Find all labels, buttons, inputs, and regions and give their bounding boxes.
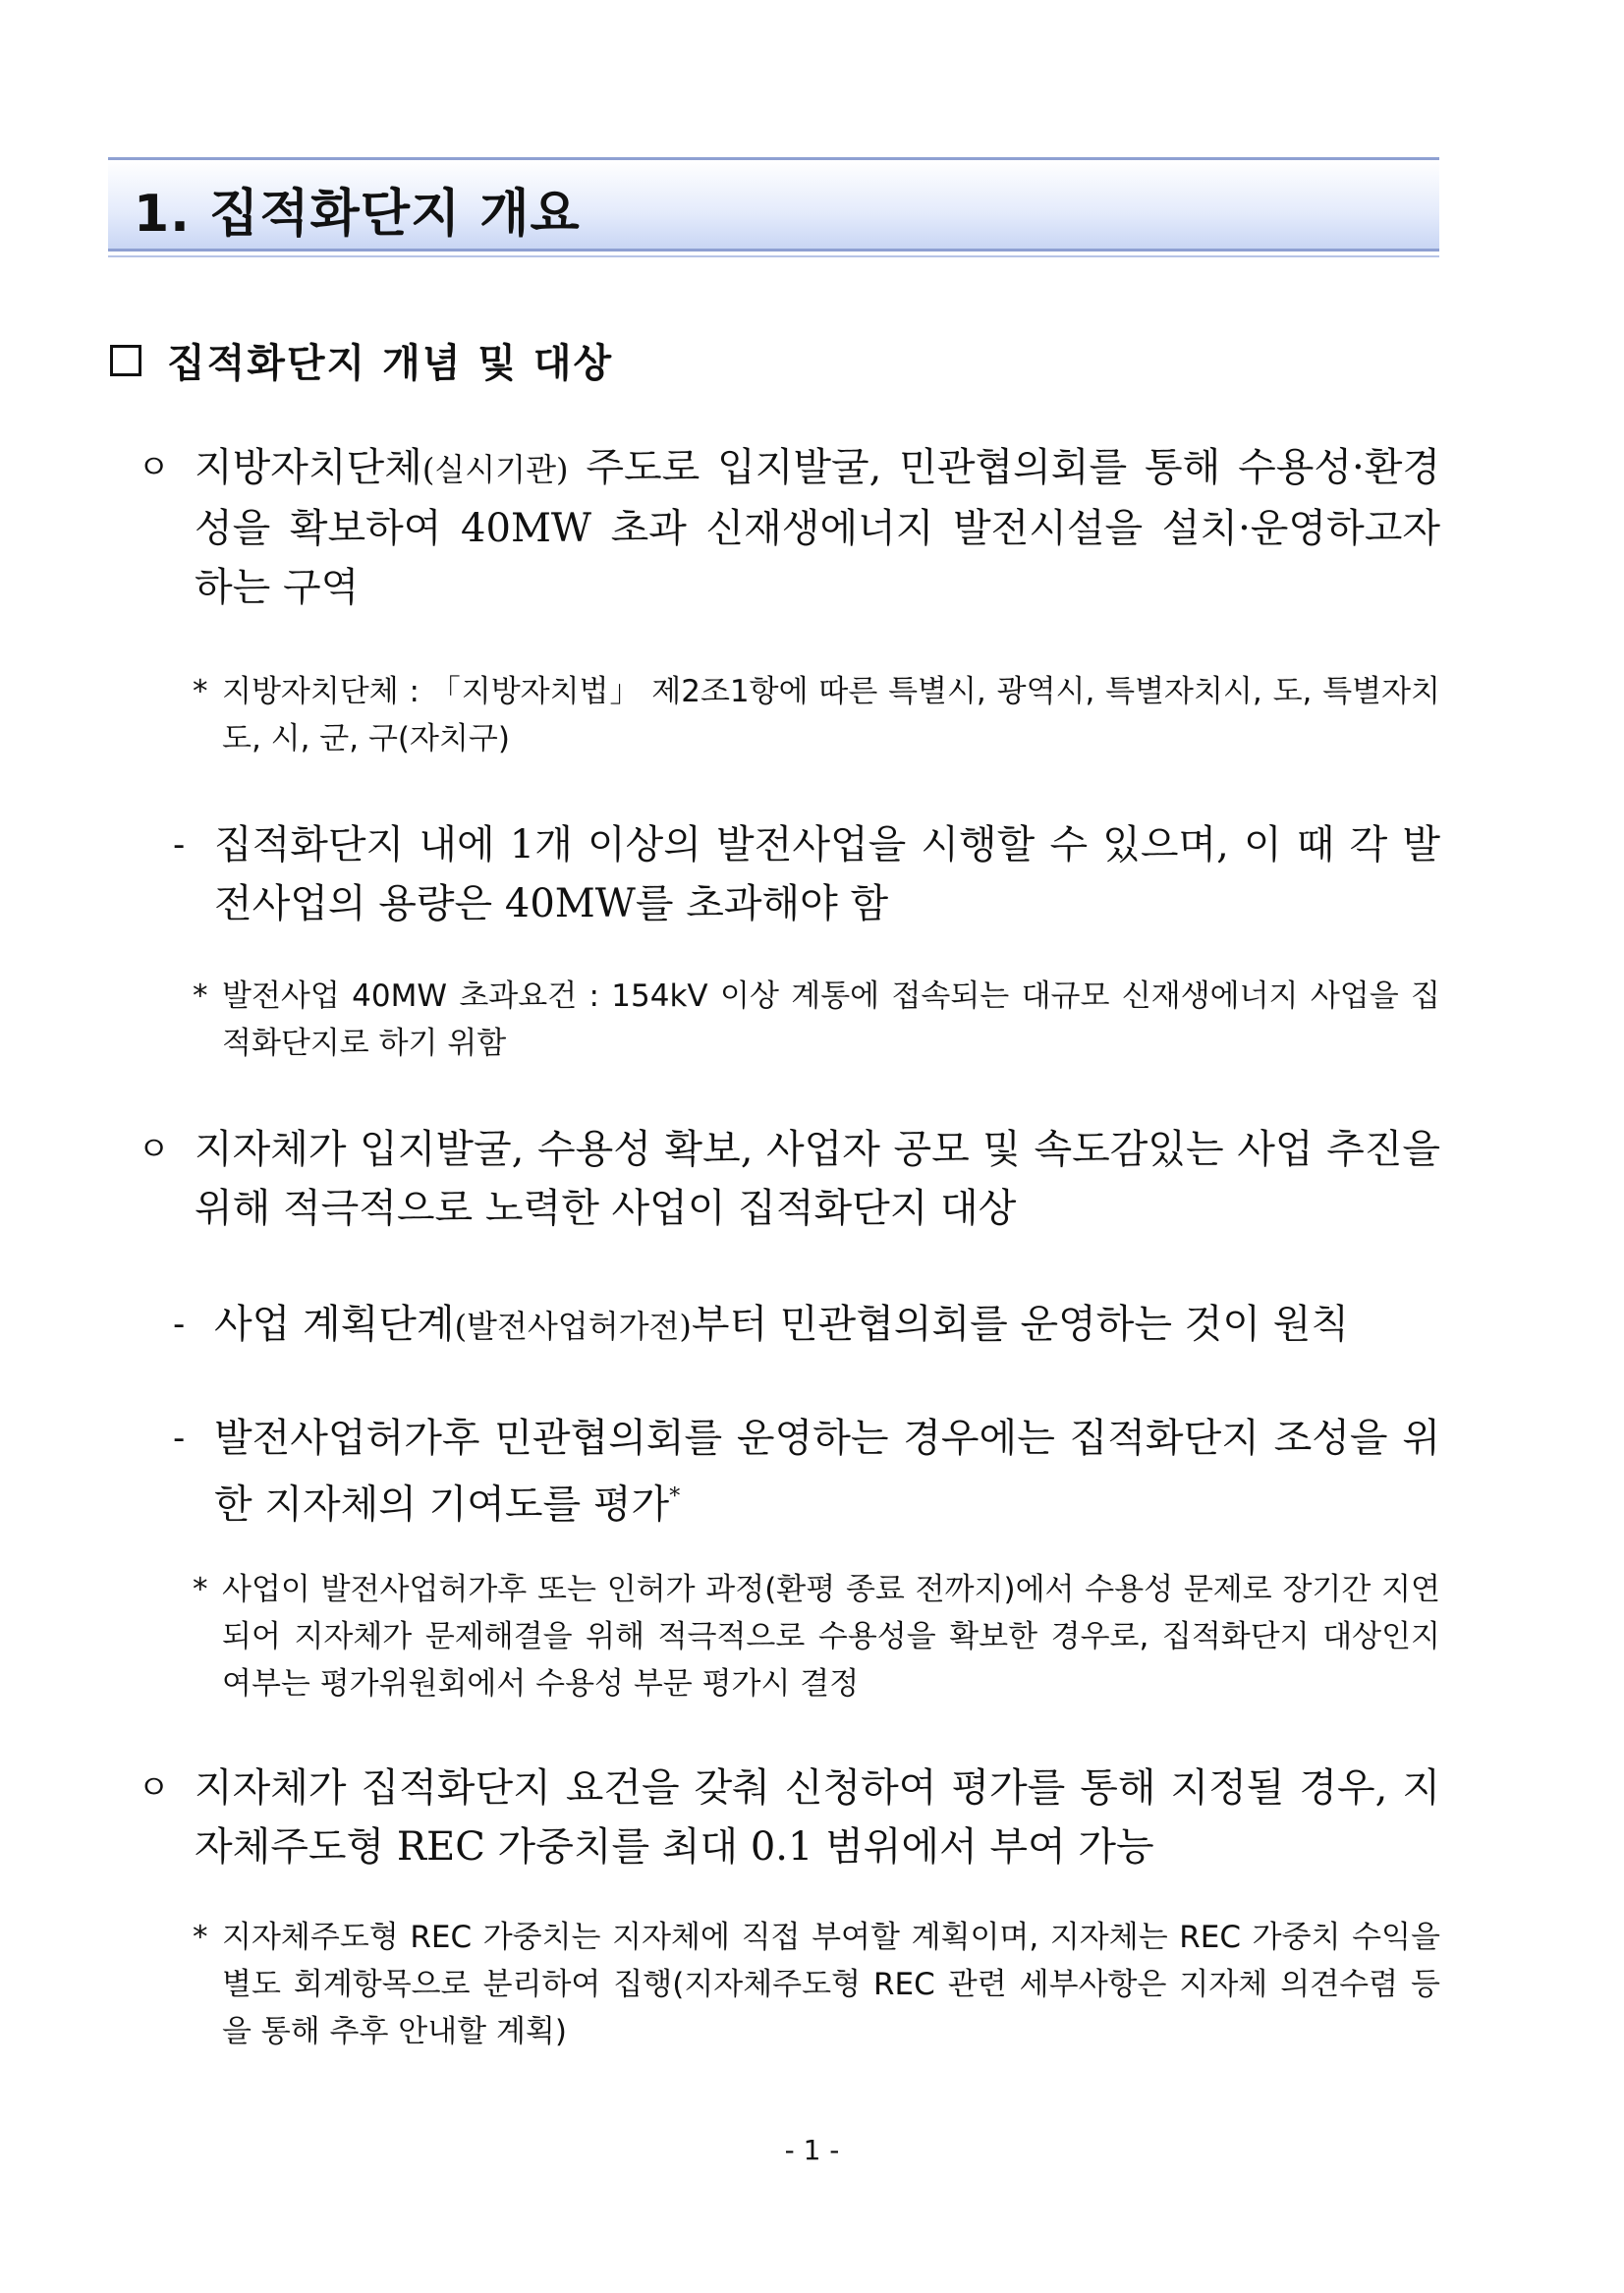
paragraph-p1 [195,438,1440,617]
square-bullet-icon [110,345,141,376]
paragraph-d2 [214,1295,1440,1356]
p1-text-a: 지방자치단체 [195,445,422,490]
circle-bullet-icon: ㅇ [138,1130,170,1169]
note-n1: 지방자치단체 : 「지방자치법」 제2조1항에 따른 특별시, 광역시, 특별자치시, 도, 특별자치도, 시, 군, 구(자치구) [222,674,1440,756]
note-star-icon: * [193,1572,208,1607]
p1-text-b: 주도로 입지발굴, 민관협의회를 통해 수용성·환경성을 확보하여 40MW 초과 신재생에너지 발전시설을 설치·운영하고자 하는 구역 [195,445,1440,610]
page-number: - 1 - [784,2134,840,2166]
paragraph-d3 [214,1409,1440,1534]
d3-text: 발전사업허가후 민관협의회를 운영하는 경우에는 집적화단지 조성을 위한 지자체의 기여도를 평가 [214,1416,1440,1528]
note-star-icon: * [193,979,208,1014]
subheading [110,332,613,388]
p1-paren: (실시기관) [421,451,569,488]
paragraph-p2: 지자체가 입지발굴, 수용성 확보, 사업자 공모 및 속도감있는 사업 추진을 위해 적극적으로 노력한 사업이 집적화단지 대상 [195,1127,1440,1231]
d2-paren: (발전사업허가전) [454,1308,692,1345]
circle-bullet-icon: ㅇ [138,448,170,487]
note-n4: 지자체주도형 REC 가중치는 지자체에 직접 부여할 계획이며, 지자체는 REC 가중치 수익을 별도 회계항목으로 분리하여 집행(지자체주도형 REC 관련 세부사항은 지자체 의견수렴 등을 통해 추후 안내할 계획) [222,1920,1440,2049]
dash-bullet-icon: - [173,1419,186,1458]
subheading-text: 집적화단지 개념 및 대상 [167,341,614,386]
note-n2: 발전사업 40MW 초과요건 : 154kV 이상 계통에 접속되는 대규모 신재생에너지 사업을 집적화단지로 하기 위함 [222,979,1440,1061]
section-title: 1. 집적화단지 개요 [134,185,581,244]
dash-bullet-icon: - [173,825,186,865]
paragraph-d1: 집적화단지 내에 1개 이상의 발전사업을 시행할 수 있으며, 이 때 각 발전사업의 용량은 40MW를 초과해야 함 [214,822,1440,926]
dash-bullet-icon: - [173,1305,186,1344]
note-n3: 사업이 발전사업허가후 또는 인허가 과정(환평 종료 전까지)에서 수용성 문제로 장기간 지연되어 지자체가 문제해결을 위해 적극적으로 수용성을 확보한 경우로, 집적화단지 대상인지 여부는 평가위원회에서 수용성 부문 평가시 결정 [222,1572,1440,1702]
section-title-box [108,157,1439,252]
paragraph-p3: 지자체가 집적화단지 요건을 갖춰 신청하여 평가를 통해 지정될 경우, 지자체주도형 REC 가중치를 최대 0.1 범위에서 부여 가능 [195,1765,1440,1870]
circle-bullet-icon: ㅇ [138,1768,170,1808]
note-star-icon: * [193,674,208,709]
title-underline [108,255,1439,257]
d2-text-a: 사업 계획단계 [214,1302,455,1347]
note-star-icon: * [193,1920,208,1955]
d3-footnote-mark: * [669,1484,681,1509]
d2-text-b: 부터 민관협의회를 운영하는 것이 원칙 [691,1302,1350,1347]
